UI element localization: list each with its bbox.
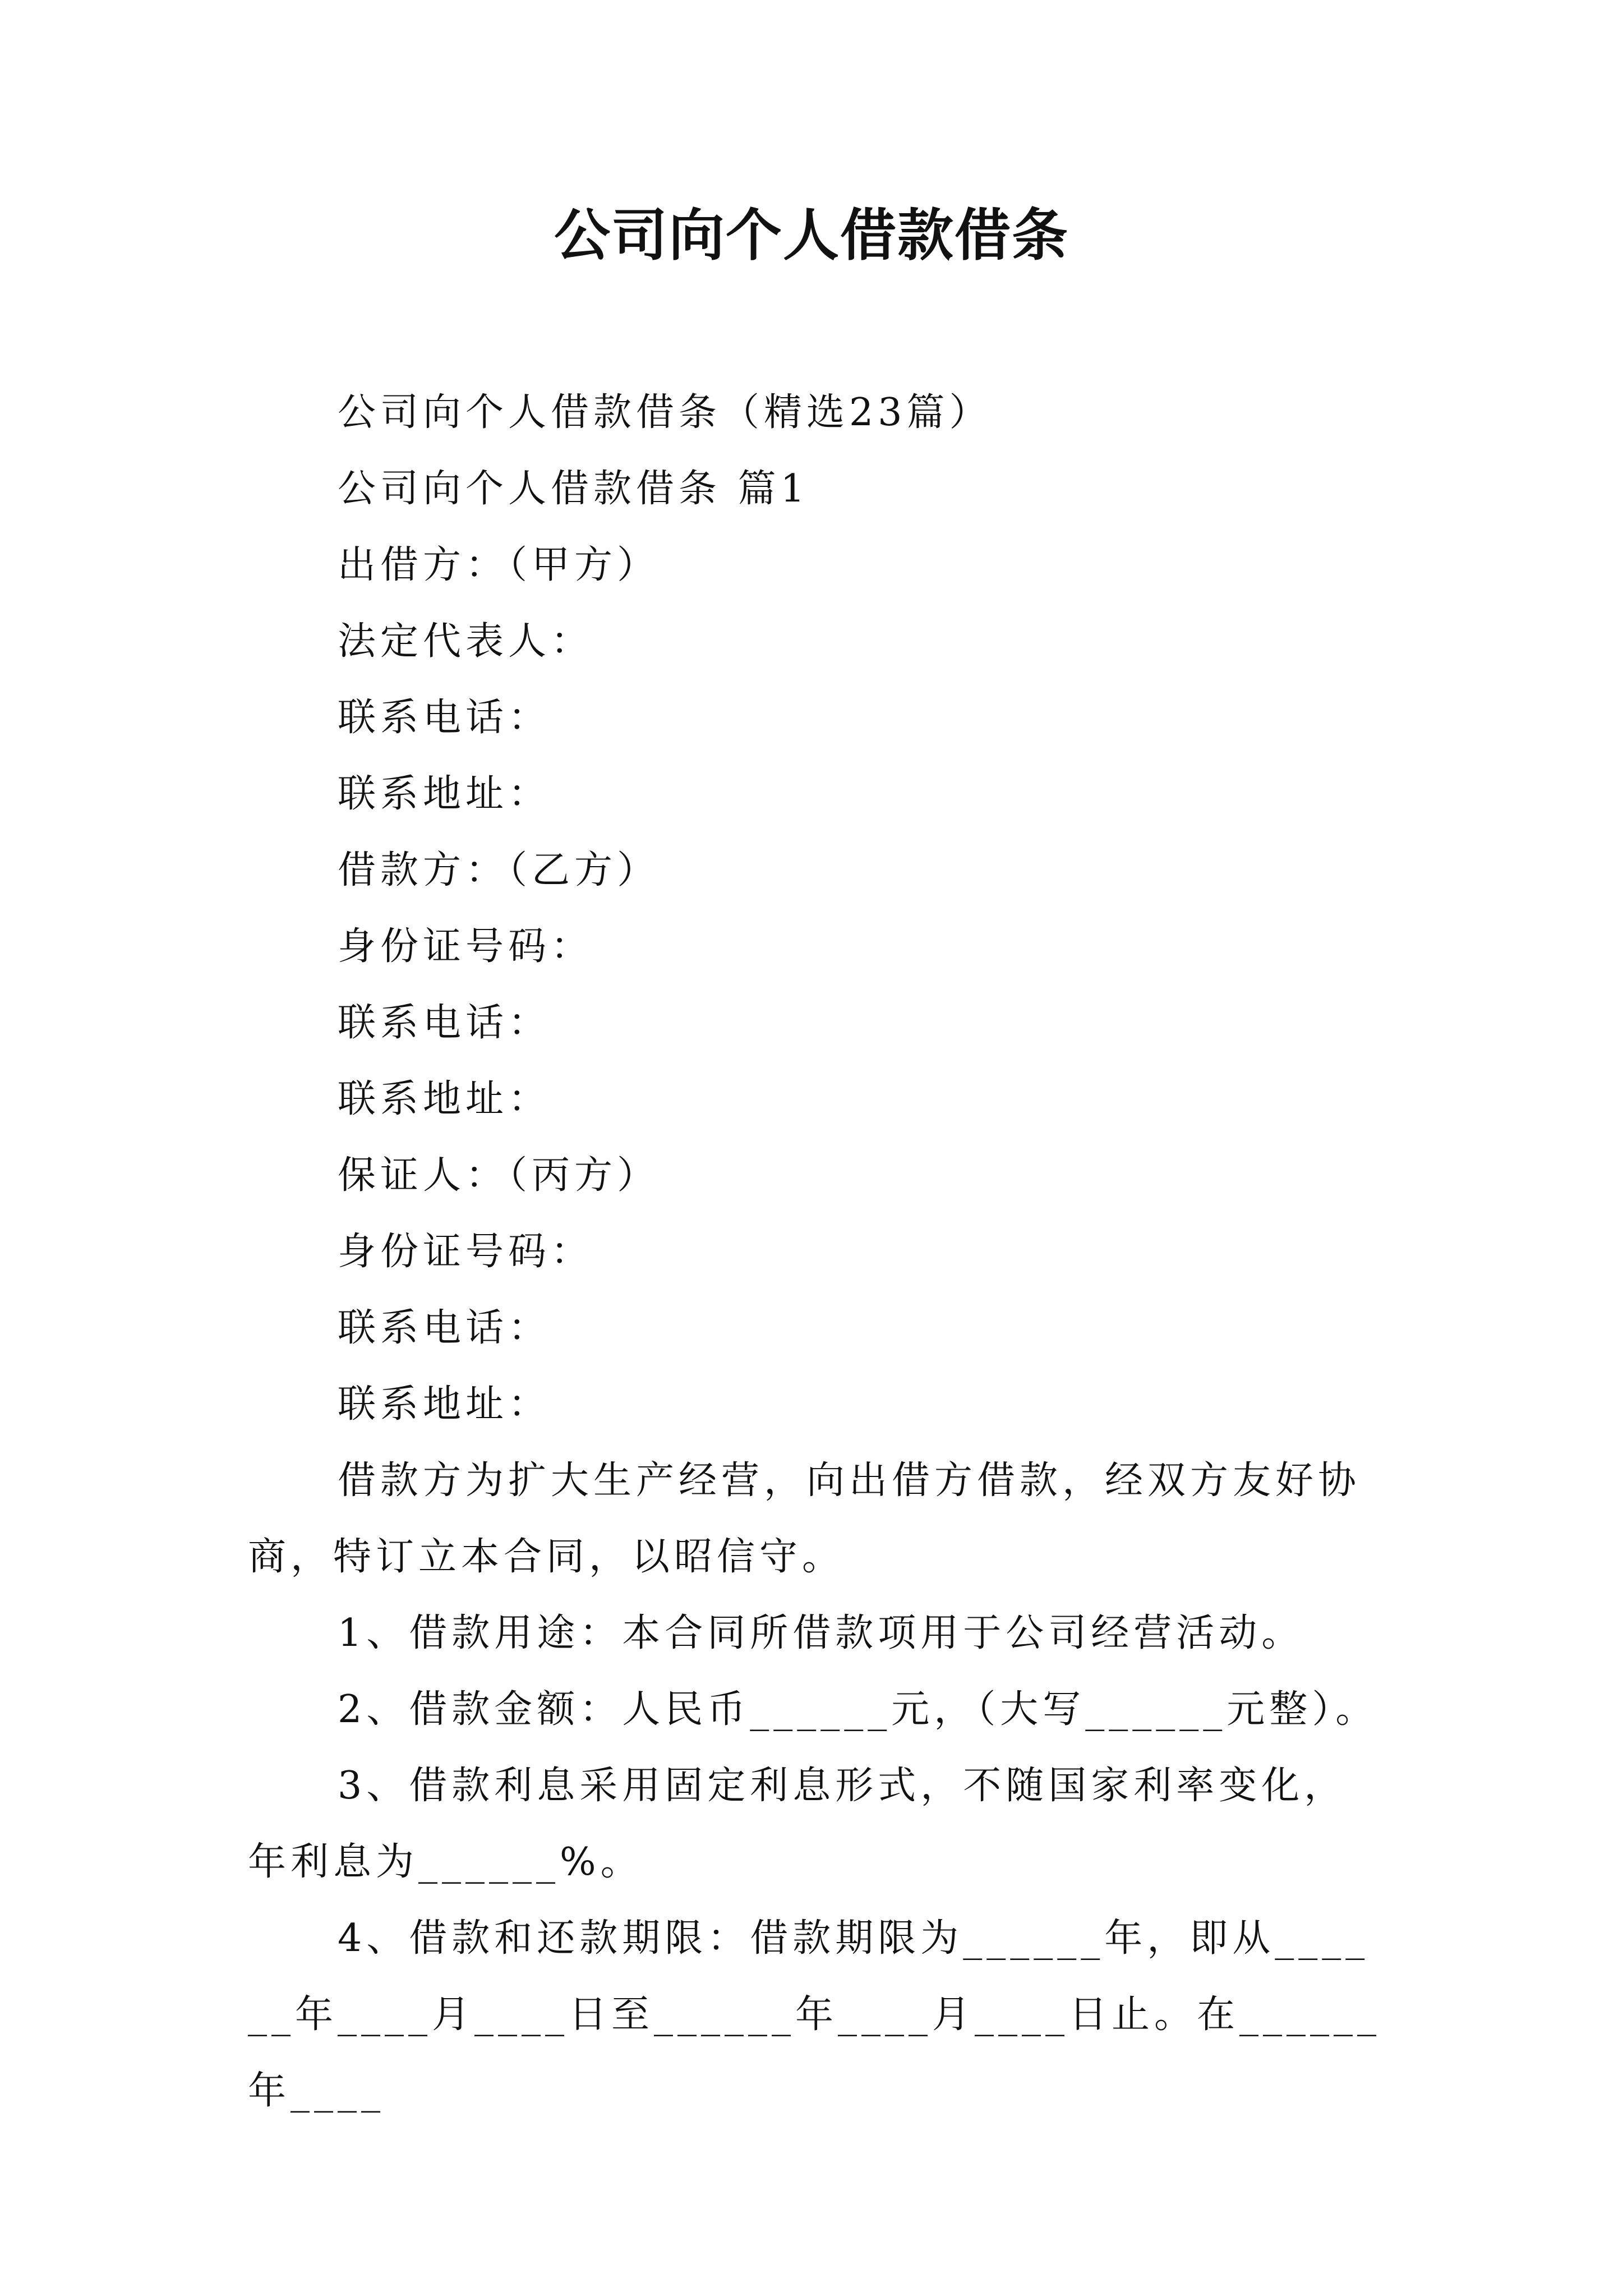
paragraph-clause-4: 4、借款和还款期限：借款期限为______年，即从______年____月____日至______年____月____日止。在______年____ <box>248 1916 1381 2113</box>
paragraph-borrower: 借款方：（乙方） <box>338 848 660 892</box>
paragraph-preamble: 借款方为扩大生产经营，向出借方借款，经双方友好协商，特订立本合同，以昭信守。 <box>248 1458 1361 1579</box>
document-body <box>248 375 1386 2129</box>
document-title: 公司向个人借款借条 <box>554 203 1069 268</box>
paragraph-guarantor-address: 联系地址： <box>338 1382 551 1427</box>
paragraph-section-heading: 公司向个人借款借条 篇1 <box>338 467 809 511</box>
paragraph-clause-2: 2、借款金额：人民币______元，（大写______元整）。 <box>338 1687 1378 1732</box>
paragraph-guarantor-phone: 联系电话： <box>338 1306 551 1350</box>
paragraph-lender-address: 联系地址： <box>338 772 551 816</box>
paragraph-borrower-id: 身份证号码： <box>338 924 594 969</box>
paragraph-clause-3: 3、借款利息采用固定利息形式，不随国家利率变化，年利息为______%。 <box>248 1764 1347 1884</box>
paragraph-legal-representative: 法定代表人： <box>338 619 594 664</box>
paragraph-guarantor: 保证人：（丙方） <box>338 1153 660 1198</box>
paragraph-lender-phone: 联系电话： <box>338 696 551 740</box>
paragraph-subtitle: 公司向个人借款借条（精选23篇） <box>338 390 992 435</box>
paragraph-borrower-address: 联系地址： <box>338 1077 551 1121</box>
paragraph-clause-1: 1、借款用途：本合同所借款项用于公司经营活动。 <box>338 1611 1304 1655</box>
paragraph-lender: 出借方：（甲方） <box>338 543 660 587</box>
paragraph-guarantor-id: 身份证号码： <box>338 1230 594 1274</box>
paragraph-borrower-phone: 联系电话： <box>338 1001 551 1045</box>
